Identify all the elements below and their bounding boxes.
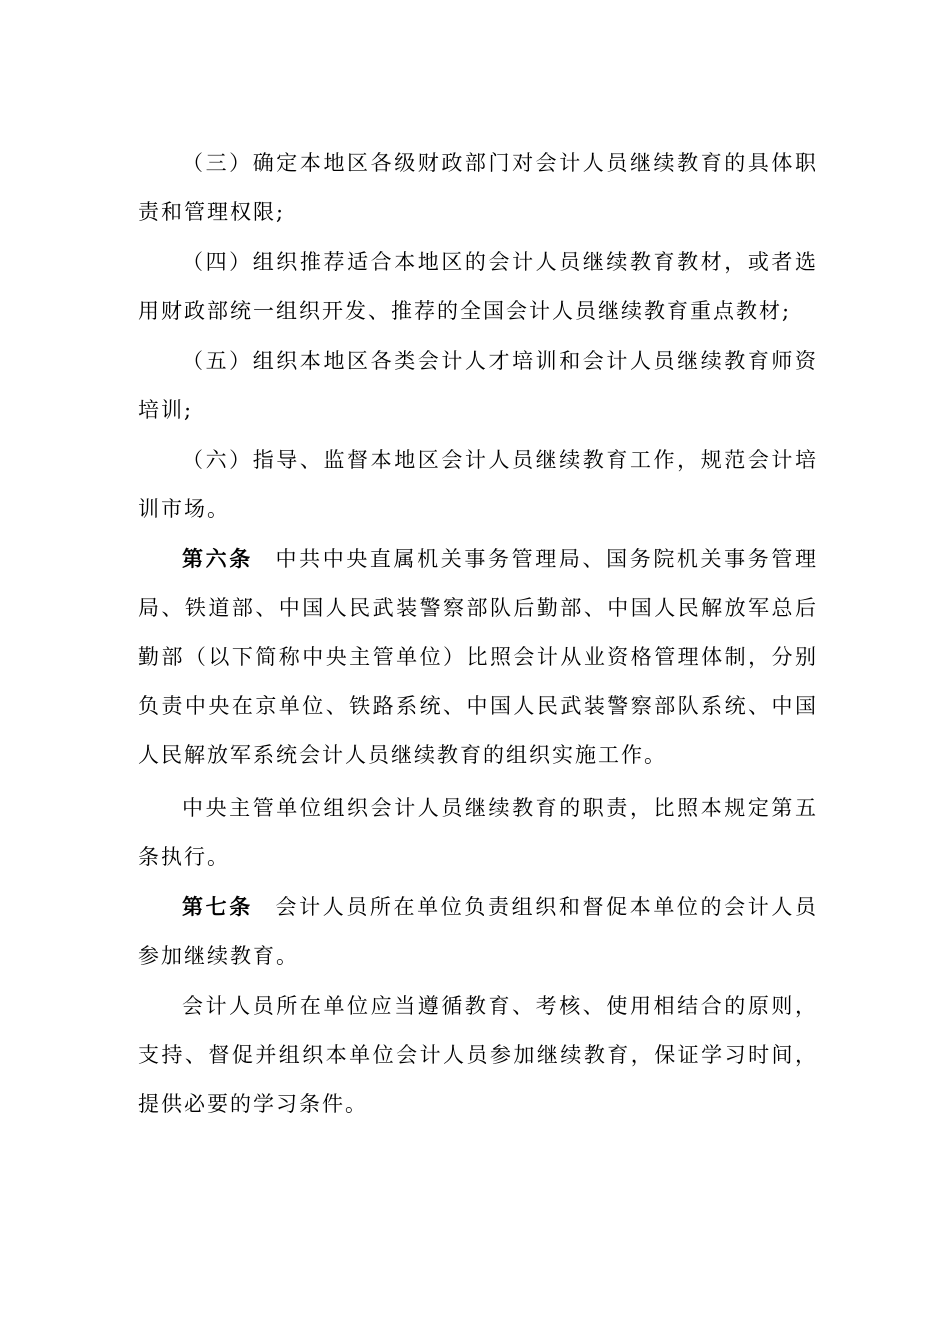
paragraph-text: （三）确定本地区各级财政部门对会计人员继续教育的具体职责和管理权限; (138, 151, 818, 224)
paragraph-text: 会计人员所在单位应当遵循教育、考核、使用相结合的原则，支持、督促并组织本单位会计人员参加继续教育，保证学习时间，提供必要的学习条件。 (138, 994, 818, 1116)
article-six (138, 535, 818, 780)
paragraph-unit-duties (138, 982, 818, 1129)
article-seven (138, 883, 818, 981)
paragraph-item-5 (138, 337, 818, 435)
article-heading: 第六条 (182, 547, 253, 571)
paragraph-item-6 (138, 436, 818, 534)
paragraph-text: （五）组织本地区各类会计人才培训和会计人员继续教育师资培训; (138, 349, 818, 422)
paragraph-text: （四）组织推荐适合本地区的会计人员继续教育教材，或者选用财政部统一组织开发、推荐的全国会计人员继续教育重点教材; (138, 250, 818, 323)
paragraph-text: 中央主管单位组织会计人员继续教育的职责，比照本规定第五条执行。 (138, 796, 818, 869)
paragraph-text: （六）指导、监督本地区会计人员继续教育工作，规范会计培训市场。 (138, 448, 818, 521)
article-text: 中共中央直属机关事务管理局、国务院机关事务管理局、铁道部、中国人民武装警察部队后勤部、中国人民解放军总后勤部（以下简称中央主管单位）比照会计从业资格管理体制，分别负责中央在京单位、铁路系统、中国人民武装警察部队系统、中国人民解放军系统会计人员继续教育的组织实施工作。 (138, 547, 819, 767)
paragraph-central-units (138, 784, 818, 882)
paragraph-item-3 (138, 139, 818, 237)
article-text: 会计人员所在单位负责组织和督促本单位的会计人员参加继续教育。 (138, 895, 819, 968)
paragraph-item-4 (138, 238, 818, 336)
article-heading: 第七条 (182, 895, 253, 919)
